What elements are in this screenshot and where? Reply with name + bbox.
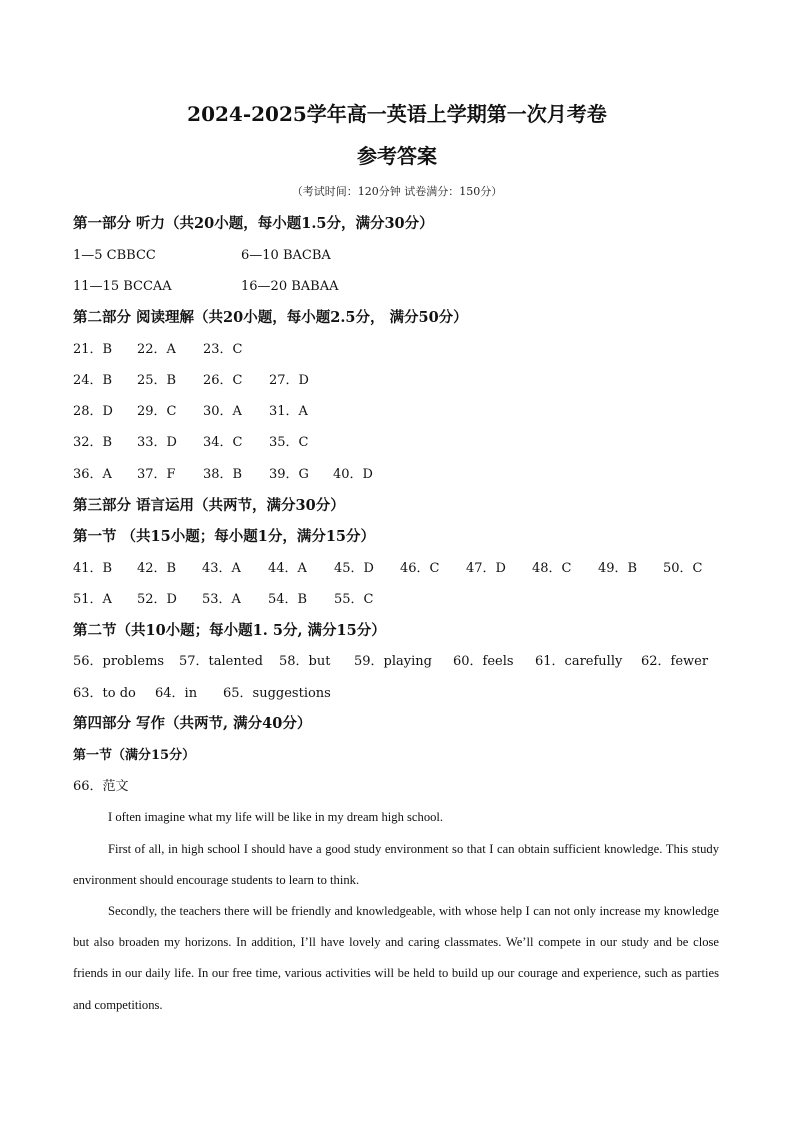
answer-item: 11—15 BCCAA <box>73 279 172 294</box>
answer-item: 30．A <box>203 404 242 419</box>
answer-item: 43．A <box>202 561 241 576</box>
answer-item: 24．B <box>73 373 113 388</box>
answer-item: 57．talented <box>179 654 263 669</box>
answer-item: 54．B <box>268 592 308 607</box>
essay-label: 66．范文 <box>73 779 129 794</box>
answer-item: 31．A <box>269 404 308 419</box>
answer-item: 46．C <box>400 561 440 576</box>
answer-item: 62．fewer <box>641 654 709 669</box>
answer-item: 34．C <box>203 435 243 450</box>
essay-paragraph: I often imagine what my life will be like in my dream high school. <box>108 810 444 824</box>
answer-item: 25．B <box>137 373 177 388</box>
part4-section1-heading: 第一节（满分15分） <box>73 748 196 763</box>
exam-info: （考试时间：120分钟 试卷满分：150分） <box>291 185 503 198</box>
answer-item: 36．A <box>73 467 112 482</box>
answer-item: 65．suggestions <box>223 686 331 701</box>
part3-heading: 第三部分 语言运用（共两节，满分30分） <box>73 497 345 514</box>
answer-item: 22．A <box>137 342 176 357</box>
part1-heading: 第一部分 听力（共20小题，每小题1.5分，满分30分） <box>73 215 434 232</box>
answer-item: 44．A <box>268 561 307 576</box>
answer-item: 50．C <box>663 561 703 576</box>
part3-section2-heading: 第二节（共10小题；每小题1. 5分, 满分15分） <box>73 622 386 639</box>
answer-item: 41．B <box>73 561 113 576</box>
part2-heading: 第二部分 阅读理解（共20小题，每小题2.5分， 满分50分） <box>73 309 468 326</box>
answer-item: 51．A <box>73 592 112 607</box>
answer-item: 53．A <box>202 592 241 607</box>
answer-item: 37．F <box>137 467 176 482</box>
answer-item: 35．C <box>269 435 309 450</box>
answer-item: 27．D <box>269 373 309 388</box>
answer-item: 1—5 CBBCC <box>73 248 156 263</box>
answer-item: 52．D <box>137 592 177 607</box>
answer-item: 59．playing <box>354 654 432 669</box>
answer-item: 16—20 BABAA <box>241 279 339 294</box>
answer-item: 60．feels <box>453 654 514 669</box>
essay-paragraph: Secondly, the teachers there will be friendly and knowledgeable, with whose help I can not only increase my knowledge but also broaden my horizons. In addition, I’ll have lovely and caring classmates. We’ll compete in our study and be close friends in our daily life. In our free time, various activities will be held to build up our courage and experience, such as parties and competitions. <box>73 904 719 1012</box>
answer-item: 56．problems <box>73 654 165 669</box>
answer-item: 33．D <box>137 435 177 450</box>
answer-item: 21．B <box>73 342 113 357</box>
answer-item: 23．C <box>203 342 243 357</box>
answer-item: 28．D <box>73 404 113 419</box>
answer-item: 32．B <box>73 435 113 450</box>
essay-paragraph: First of all, in high school I should have a good study environment so that I can obtain sufficient knowledge. This study environment should encourage students to learn to think. <box>73 842 719 888</box>
answer-item: 40．D <box>333 467 373 482</box>
answer-item: 39．G <box>269 467 309 482</box>
part4-heading: 第四部分 写作（共两节, 满分40分） <box>73 715 312 732</box>
page-title: 2024-2025学年高一英语上学期第一次月考卷 <box>187 102 607 126</box>
answer-item: 42．B <box>137 561 177 576</box>
answer-item: 26．C <box>203 373 243 388</box>
answer-item: 58．but <box>279 654 331 669</box>
answer-item: 61．carefully <box>535 654 623 669</box>
page-subtitle: 参考答案 <box>357 144 437 168</box>
answer-item: 38．B <box>203 467 243 482</box>
answer-item: 29．C <box>137 404 177 419</box>
answer-item: 48．C <box>532 561 572 576</box>
answer-item: 55．C <box>334 592 374 607</box>
part3-section1-heading: 第一节 （共15小题；每小题1分，满分15分） <box>73 528 375 545</box>
answer-item: 63．to do <box>73 686 136 701</box>
answer-item: 49．B <box>598 561 638 576</box>
answer-item: 45．D <box>334 561 374 576</box>
answer-item: 6—10 BACBA <box>241 248 331 263</box>
answer-item: 47．D <box>466 561 506 576</box>
answer-item: 64．in <box>155 686 198 701</box>
